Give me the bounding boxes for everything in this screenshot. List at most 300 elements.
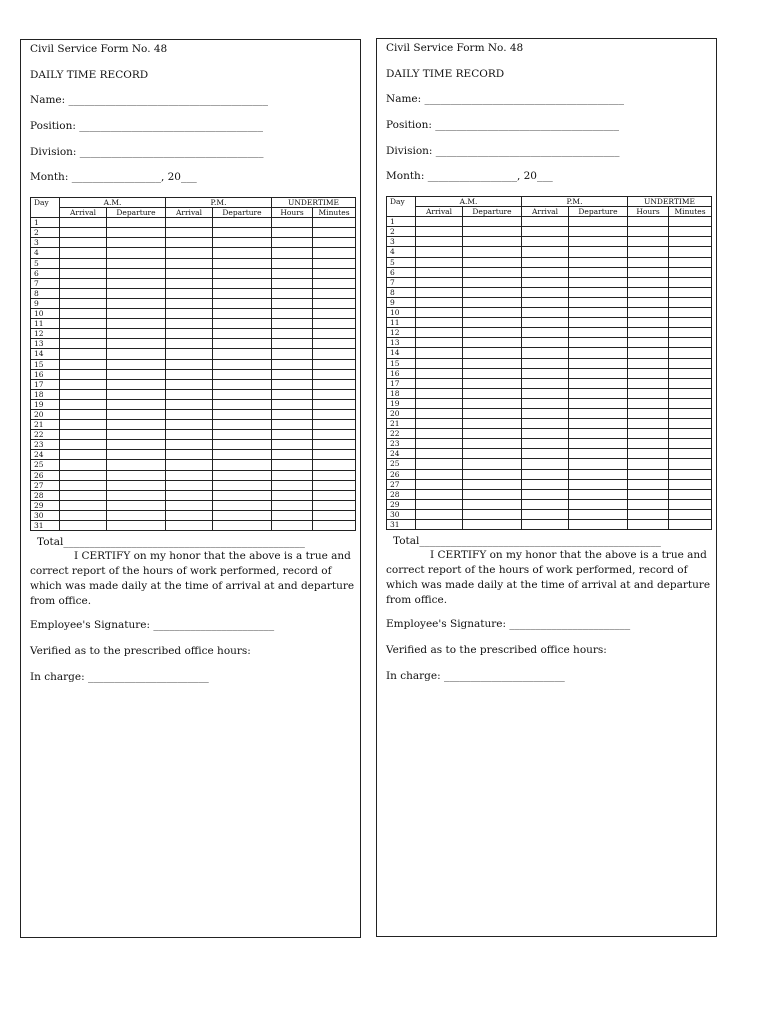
time-entry-cell[interactable] (272, 228, 313, 238)
time-entry-cell[interactable] (522, 328, 569, 338)
time-entry-cell[interactable] (313, 510, 356, 520)
time-entry-cell[interactable] (60, 389, 107, 399)
time-entry-cell[interactable] (60, 399, 107, 409)
time-entry-cell[interactable] (416, 277, 463, 287)
time-entry-cell[interactable] (166, 238, 213, 248)
time-entry-cell[interactable] (166, 319, 213, 329)
time-entry-cell[interactable] (60, 218, 107, 228)
time-entry-cell[interactable] (60, 228, 107, 238)
time-entry-cell[interactable] (60, 460, 107, 470)
time-entry-cell[interactable] (628, 308, 669, 318)
time-entry-cell[interactable] (272, 218, 313, 228)
time-entry-cell[interactable] (107, 420, 166, 430)
time-entry-cell[interactable] (628, 419, 669, 429)
time-entry-cell[interactable] (416, 217, 463, 227)
time-entry-cell[interactable] (463, 338, 522, 348)
time-entry-cell[interactable] (669, 358, 712, 368)
time-entry-cell[interactable] (213, 440, 272, 450)
time-entry-cell[interactable] (569, 287, 628, 297)
time-entry-cell[interactable] (313, 480, 356, 490)
time-entry-cell[interactable] (463, 328, 522, 338)
time-entry-cell[interactable] (166, 268, 213, 278)
time-entry-cell[interactable] (213, 268, 272, 278)
division-field[interactable]: Division: ___________________________________ (386, 145, 620, 157)
time-entry-cell[interactable] (416, 287, 463, 297)
time-entry-cell[interactable] (628, 368, 669, 378)
time-entry-cell[interactable] (107, 349, 166, 359)
time-entry-cell[interactable] (522, 429, 569, 439)
time-entry-cell[interactable] (60, 440, 107, 450)
time-entry-cell[interactable] (522, 398, 569, 408)
time-entry-cell[interactable] (416, 227, 463, 237)
time-entry-cell[interactable] (522, 267, 569, 277)
time-entry-cell[interactable] (416, 398, 463, 408)
time-entry-cell[interactable] (522, 348, 569, 358)
time-entry-cell[interactable] (463, 449, 522, 459)
division-field[interactable]: Division: ___________________________________ (30, 146, 264, 158)
time-entry-cell[interactable] (313, 268, 356, 278)
time-entry-cell[interactable] (272, 258, 313, 268)
time-entry-cell[interactable] (60, 278, 107, 288)
time-entry-cell[interactable] (669, 267, 712, 277)
time-entry-cell[interactable] (166, 278, 213, 288)
time-entry-cell[interactable] (522, 459, 569, 469)
time-entry-cell[interactable] (569, 449, 628, 459)
time-entry-cell[interactable] (166, 389, 213, 399)
time-entry-cell[interactable] (569, 358, 628, 368)
time-entry-cell[interactable] (107, 409, 166, 419)
time-entry-cell[interactable] (272, 460, 313, 470)
time-entry-cell[interactable] (60, 420, 107, 430)
time-entry-cell[interactable] (272, 399, 313, 409)
time-entry-cell[interactable] (416, 358, 463, 368)
time-entry-cell[interactable] (213, 218, 272, 228)
time-entry-cell[interactable] (669, 348, 712, 358)
time-entry-cell[interactable] (569, 308, 628, 318)
time-entry-cell[interactable] (166, 369, 213, 379)
time-entry-cell[interactable] (416, 509, 463, 519)
time-entry-cell[interactable] (416, 419, 463, 429)
time-entry-cell[interactable] (522, 237, 569, 247)
time-entry-cell[interactable] (313, 409, 356, 419)
time-entry-cell[interactable] (272, 430, 313, 440)
position-field[interactable]: Position: ___________________________________ (30, 120, 263, 132)
time-entry-cell[interactable] (416, 257, 463, 267)
time-entry-cell[interactable] (313, 218, 356, 228)
time-entry-cell[interactable] (569, 479, 628, 489)
time-entry-cell[interactable] (272, 500, 313, 510)
time-entry-cell[interactable] (628, 257, 669, 267)
time-entry-cell[interactable] (272, 470, 313, 480)
time-entry-cell[interactable] (669, 489, 712, 499)
time-entry-cell[interactable] (416, 267, 463, 277)
time-entry-cell[interactable] (463, 499, 522, 509)
time-entry-cell[interactable] (272, 268, 313, 278)
time-entry-cell[interactable] (107, 228, 166, 238)
time-entry-cell[interactable] (669, 479, 712, 489)
time-entry-cell[interactable] (569, 328, 628, 338)
time-entry-cell[interactable] (272, 450, 313, 460)
time-entry-cell[interactable] (628, 318, 669, 328)
time-entry-cell[interactable] (669, 328, 712, 338)
time-entry-cell[interactable] (107, 510, 166, 520)
time-entry-cell[interactable] (463, 237, 522, 247)
time-entry-cell[interactable] (628, 378, 669, 388)
time-entry-cell[interactable] (416, 318, 463, 328)
time-entry-cell[interactable] (107, 309, 166, 319)
time-entry-cell[interactable] (669, 318, 712, 328)
time-entry-cell[interactable] (522, 257, 569, 267)
time-entry-cell[interactable] (569, 247, 628, 257)
time-entry-cell[interactable] (569, 378, 628, 388)
time-entry-cell[interactable] (522, 358, 569, 368)
time-entry-cell[interactable] (60, 258, 107, 268)
time-entry-cell[interactable] (166, 430, 213, 440)
time-entry-cell[interactable] (272, 309, 313, 319)
time-entry-cell[interactable] (213, 309, 272, 319)
time-entry-cell[interactable] (213, 359, 272, 369)
time-entry-cell[interactable] (569, 499, 628, 509)
time-entry-cell[interactable] (416, 388, 463, 398)
time-entry-cell[interactable] (313, 309, 356, 319)
time-entry-cell[interactable] (313, 248, 356, 258)
time-entry-cell[interactable] (213, 369, 272, 379)
time-entry-cell[interactable] (213, 298, 272, 308)
time-entry-cell[interactable] (213, 389, 272, 399)
time-entry-cell[interactable] (522, 297, 569, 307)
in-charge-field[interactable]: In charge: _______________________ (386, 670, 565, 682)
time-entry-cell[interactable] (272, 440, 313, 450)
time-entry-cell[interactable] (166, 500, 213, 510)
time-entry-cell[interactable] (107, 440, 166, 450)
time-entry-cell[interactable] (60, 349, 107, 359)
time-entry-cell[interactable] (166, 470, 213, 480)
time-entry-cell[interactable] (669, 459, 712, 469)
time-entry-cell[interactable] (669, 398, 712, 408)
time-entry-cell[interactable] (107, 339, 166, 349)
time-entry-cell[interactable] (628, 287, 669, 297)
time-entry-cell[interactable] (107, 379, 166, 389)
time-entry-cell[interactable] (416, 489, 463, 499)
time-entry-cell[interactable] (569, 237, 628, 247)
time-entry-cell[interactable] (416, 459, 463, 469)
time-entry-cell[interactable] (213, 288, 272, 298)
time-entry-cell[interactable] (628, 429, 669, 439)
time-entry-cell[interactable] (313, 440, 356, 450)
time-entry-cell[interactable] (463, 358, 522, 368)
time-entry-cell[interactable] (669, 449, 712, 459)
time-entry-cell[interactable] (60, 309, 107, 319)
time-entry-cell[interactable] (463, 520, 522, 530)
time-entry-cell[interactable] (313, 339, 356, 349)
time-entry-cell[interactable] (272, 329, 313, 339)
time-entry-cell[interactable] (60, 329, 107, 339)
time-entry-cell[interactable] (522, 308, 569, 318)
time-entry-cell[interactable] (522, 449, 569, 459)
time-entry-cell[interactable] (166, 288, 213, 298)
month-field[interactable]: Month: _________________, 20___ (30, 171, 197, 183)
time-entry-cell[interactable] (107, 500, 166, 510)
time-entry-cell[interactable] (569, 520, 628, 530)
time-entry-cell[interactable] (628, 439, 669, 449)
time-entry-cell[interactable] (272, 339, 313, 349)
time-entry-cell[interactable] (213, 238, 272, 248)
time-entry-cell[interactable] (669, 439, 712, 449)
employee-signature-field[interactable]: Employee's Signature: _______________________ (386, 618, 631, 630)
time-entry-cell[interactable] (628, 338, 669, 348)
time-entry-cell[interactable] (463, 267, 522, 277)
time-entry-cell[interactable] (522, 247, 569, 257)
time-entry-cell[interactable] (60, 379, 107, 389)
time-entry-cell[interactable] (166, 490, 213, 500)
time-entry-cell[interactable] (107, 329, 166, 339)
time-entry-cell[interactable] (313, 399, 356, 409)
time-entry-cell[interactable] (166, 359, 213, 369)
time-entry-cell[interactable] (569, 318, 628, 328)
employee-signature-field[interactable]: Employee's Signature: _______________________ (30, 619, 275, 631)
time-entry-cell[interactable] (463, 368, 522, 378)
time-entry-cell[interactable] (272, 389, 313, 399)
time-entry-cell[interactable] (313, 521, 356, 531)
time-entry-cell[interactable] (669, 378, 712, 388)
time-entry-cell[interactable] (107, 288, 166, 298)
time-entry-cell[interactable] (107, 298, 166, 308)
time-entry-cell[interactable] (522, 419, 569, 429)
time-entry-cell[interactable] (60, 510, 107, 520)
time-entry-cell[interactable] (213, 339, 272, 349)
time-entry-cell[interactable] (166, 228, 213, 238)
time-entry-cell[interactable] (166, 460, 213, 470)
time-entry-cell[interactable] (522, 338, 569, 348)
time-entry-cell[interactable] (463, 489, 522, 499)
time-entry-cell[interactable] (313, 369, 356, 379)
time-entry-cell[interactable] (272, 369, 313, 379)
time-entry-cell[interactable] (60, 238, 107, 248)
time-entry-cell[interactable] (213, 228, 272, 238)
time-entry-cell[interactable] (416, 429, 463, 439)
time-entry-cell[interactable] (628, 328, 669, 338)
time-entry-cell[interactable] (463, 479, 522, 489)
time-entry-cell[interactable] (107, 480, 166, 490)
time-entry-cell[interactable] (669, 509, 712, 519)
time-entry-cell[interactable] (213, 278, 272, 288)
time-entry-cell[interactable] (522, 479, 569, 489)
time-entry-cell[interactable] (107, 450, 166, 460)
time-entry-cell[interactable] (272, 238, 313, 248)
time-entry-cell[interactable] (416, 499, 463, 509)
time-entry-cell[interactable] (313, 389, 356, 399)
time-entry-cell[interactable] (272, 319, 313, 329)
time-entry-cell[interactable] (522, 287, 569, 297)
time-entry-cell[interactable] (569, 509, 628, 519)
time-entry-cell[interactable] (628, 277, 669, 287)
time-entry-cell[interactable] (166, 218, 213, 228)
time-entry-cell[interactable] (313, 228, 356, 238)
time-entry-cell[interactable] (166, 298, 213, 308)
time-entry-cell[interactable] (669, 247, 712, 257)
time-entry-cell[interactable] (272, 521, 313, 531)
time-entry-cell[interactable] (272, 510, 313, 520)
time-entry-cell[interactable] (107, 268, 166, 278)
time-entry-cell[interactable] (213, 510, 272, 520)
time-entry-cell[interactable] (213, 329, 272, 339)
time-entry-cell[interactable] (107, 248, 166, 258)
time-entry-cell[interactable] (628, 509, 669, 519)
time-entry-cell[interactable] (522, 227, 569, 237)
time-entry-cell[interactable] (416, 439, 463, 449)
time-entry-cell[interactable] (569, 338, 628, 348)
time-entry-cell[interactable] (569, 408, 628, 418)
time-entry-cell[interactable] (522, 439, 569, 449)
time-entry-cell[interactable] (463, 408, 522, 418)
time-entry-cell[interactable] (522, 318, 569, 328)
time-entry-cell[interactable] (669, 227, 712, 237)
time-entry-cell[interactable] (522, 499, 569, 509)
time-entry-cell[interactable] (60, 248, 107, 258)
time-entry-cell[interactable] (60, 288, 107, 298)
time-entry-cell[interactable] (669, 429, 712, 439)
time-entry-cell[interactable] (669, 368, 712, 378)
time-entry-cell[interactable] (213, 460, 272, 470)
time-entry-cell[interactable] (107, 521, 166, 531)
time-entry-cell[interactable] (213, 379, 272, 389)
time-entry-cell[interactable] (313, 329, 356, 339)
time-entry-cell[interactable] (272, 298, 313, 308)
time-entry-cell[interactable] (628, 217, 669, 227)
time-entry-cell[interactable] (272, 480, 313, 490)
time-entry-cell[interactable] (416, 338, 463, 348)
time-entry-cell[interactable] (60, 268, 107, 278)
time-entry-cell[interactable] (107, 238, 166, 248)
time-entry-cell[interactable] (416, 469, 463, 479)
time-entry-cell[interactable] (669, 520, 712, 530)
time-entry-cell[interactable] (272, 278, 313, 288)
time-entry-cell[interactable] (213, 470, 272, 480)
time-entry-cell[interactable] (569, 459, 628, 469)
time-entry-cell[interactable] (213, 399, 272, 409)
time-entry-cell[interactable] (628, 398, 669, 408)
time-entry-cell[interactable] (313, 349, 356, 359)
time-entry-cell[interactable] (272, 409, 313, 419)
time-entry-cell[interactable] (416, 237, 463, 247)
time-entry-cell[interactable] (60, 521, 107, 531)
time-entry-cell[interactable] (628, 408, 669, 418)
time-entry-cell[interactable] (522, 520, 569, 530)
time-entry-cell[interactable] (569, 419, 628, 429)
time-entry-cell[interactable] (463, 257, 522, 267)
time-entry-cell[interactable] (669, 297, 712, 307)
time-entry-cell[interactable] (522, 469, 569, 479)
time-entry-cell[interactable] (463, 419, 522, 429)
time-entry-cell[interactable] (669, 419, 712, 429)
time-entry-cell[interactable] (463, 297, 522, 307)
time-entry-cell[interactable] (107, 369, 166, 379)
time-entry-cell[interactable] (463, 378, 522, 388)
time-entry-cell[interactable] (669, 217, 712, 227)
time-entry-cell[interactable] (60, 369, 107, 379)
time-entry-cell[interactable] (313, 470, 356, 480)
time-entry-cell[interactable] (463, 469, 522, 479)
time-entry-cell[interactable] (669, 469, 712, 479)
time-entry-cell[interactable] (166, 450, 213, 460)
time-entry-cell[interactable] (628, 388, 669, 398)
time-entry-cell[interactable] (166, 440, 213, 450)
time-entry-cell[interactable] (107, 470, 166, 480)
time-entry-cell[interactable] (166, 339, 213, 349)
time-entry-cell[interactable] (463, 247, 522, 257)
time-entry-cell[interactable] (628, 479, 669, 489)
time-entry-cell[interactable] (416, 520, 463, 530)
time-entry-cell[interactable] (313, 319, 356, 329)
time-entry-cell[interactable] (628, 297, 669, 307)
time-entry-cell[interactable] (522, 277, 569, 287)
time-entry-cell[interactable] (60, 430, 107, 440)
position-field[interactable]: Position: ___________________________________ (386, 119, 619, 131)
time-entry-cell[interactable] (166, 309, 213, 319)
time-entry-cell[interactable] (313, 298, 356, 308)
time-entry-cell[interactable] (313, 258, 356, 268)
time-entry-cell[interactable] (313, 278, 356, 288)
time-entry-cell[interactable] (107, 359, 166, 369)
time-entry-cell[interactable] (416, 449, 463, 459)
time-entry-cell[interactable] (569, 368, 628, 378)
time-entry-cell[interactable] (213, 521, 272, 531)
time-entry-cell[interactable] (669, 408, 712, 418)
time-entry-cell[interactable] (213, 480, 272, 490)
time-entry-cell[interactable] (60, 490, 107, 500)
time-entry-cell[interactable] (60, 409, 107, 419)
time-entry-cell[interactable] (416, 348, 463, 358)
time-entry-cell[interactable] (313, 420, 356, 430)
time-entry-cell[interactable] (628, 449, 669, 459)
time-entry-cell[interactable] (416, 479, 463, 489)
time-entry-cell[interactable] (669, 388, 712, 398)
time-entry-cell[interactable] (60, 298, 107, 308)
time-entry-cell[interactable] (522, 489, 569, 499)
time-entry-cell[interactable] (107, 218, 166, 228)
time-entry-cell[interactable] (166, 399, 213, 409)
time-entry-cell[interactable] (213, 248, 272, 258)
time-entry-cell[interactable] (107, 258, 166, 268)
time-entry-cell[interactable] (628, 358, 669, 368)
time-entry-cell[interactable] (313, 288, 356, 298)
time-entry-cell[interactable] (416, 297, 463, 307)
time-entry-cell[interactable] (313, 460, 356, 470)
time-entry-cell[interactable] (569, 217, 628, 227)
time-entry-cell[interactable] (628, 459, 669, 469)
time-entry-cell[interactable] (107, 490, 166, 500)
time-entry-cell[interactable] (669, 338, 712, 348)
time-entry-cell[interactable] (313, 238, 356, 248)
time-entry-cell[interactable] (628, 237, 669, 247)
time-entry-cell[interactable] (463, 398, 522, 408)
time-entry-cell[interactable] (569, 469, 628, 479)
time-entry-cell[interactable] (107, 278, 166, 288)
time-entry-cell[interactable] (522, 509, 569, 519)
time-entry-cell[interactable] (569, 429, 628, 439)
time-entry-cell[interactable] (416, 247, 463, 257)
time-entry-cell[interactable] (272, 379, 313, 389)
time-entry-cell[interactable] (416, 408, 463, 418)
time-entry-cell[interactable] (166, 258, 213, 268)
time-entry-cell[interactable] (569, 227, 628, 237)
time-entry-cell[interactable] (213, 490, 272, 500)
time-entry-cell[interactable] (213, 420, 272, 430)
time-entry-cell[interactable] (416, 368, 463, 378)
time-entry-cell[interactable] (628, 348, 669, 358)
time-entry-cell[interactable] (463, 439, 522, 449)
time-entry-cell[interactable] (166, 248, 213, 258)
